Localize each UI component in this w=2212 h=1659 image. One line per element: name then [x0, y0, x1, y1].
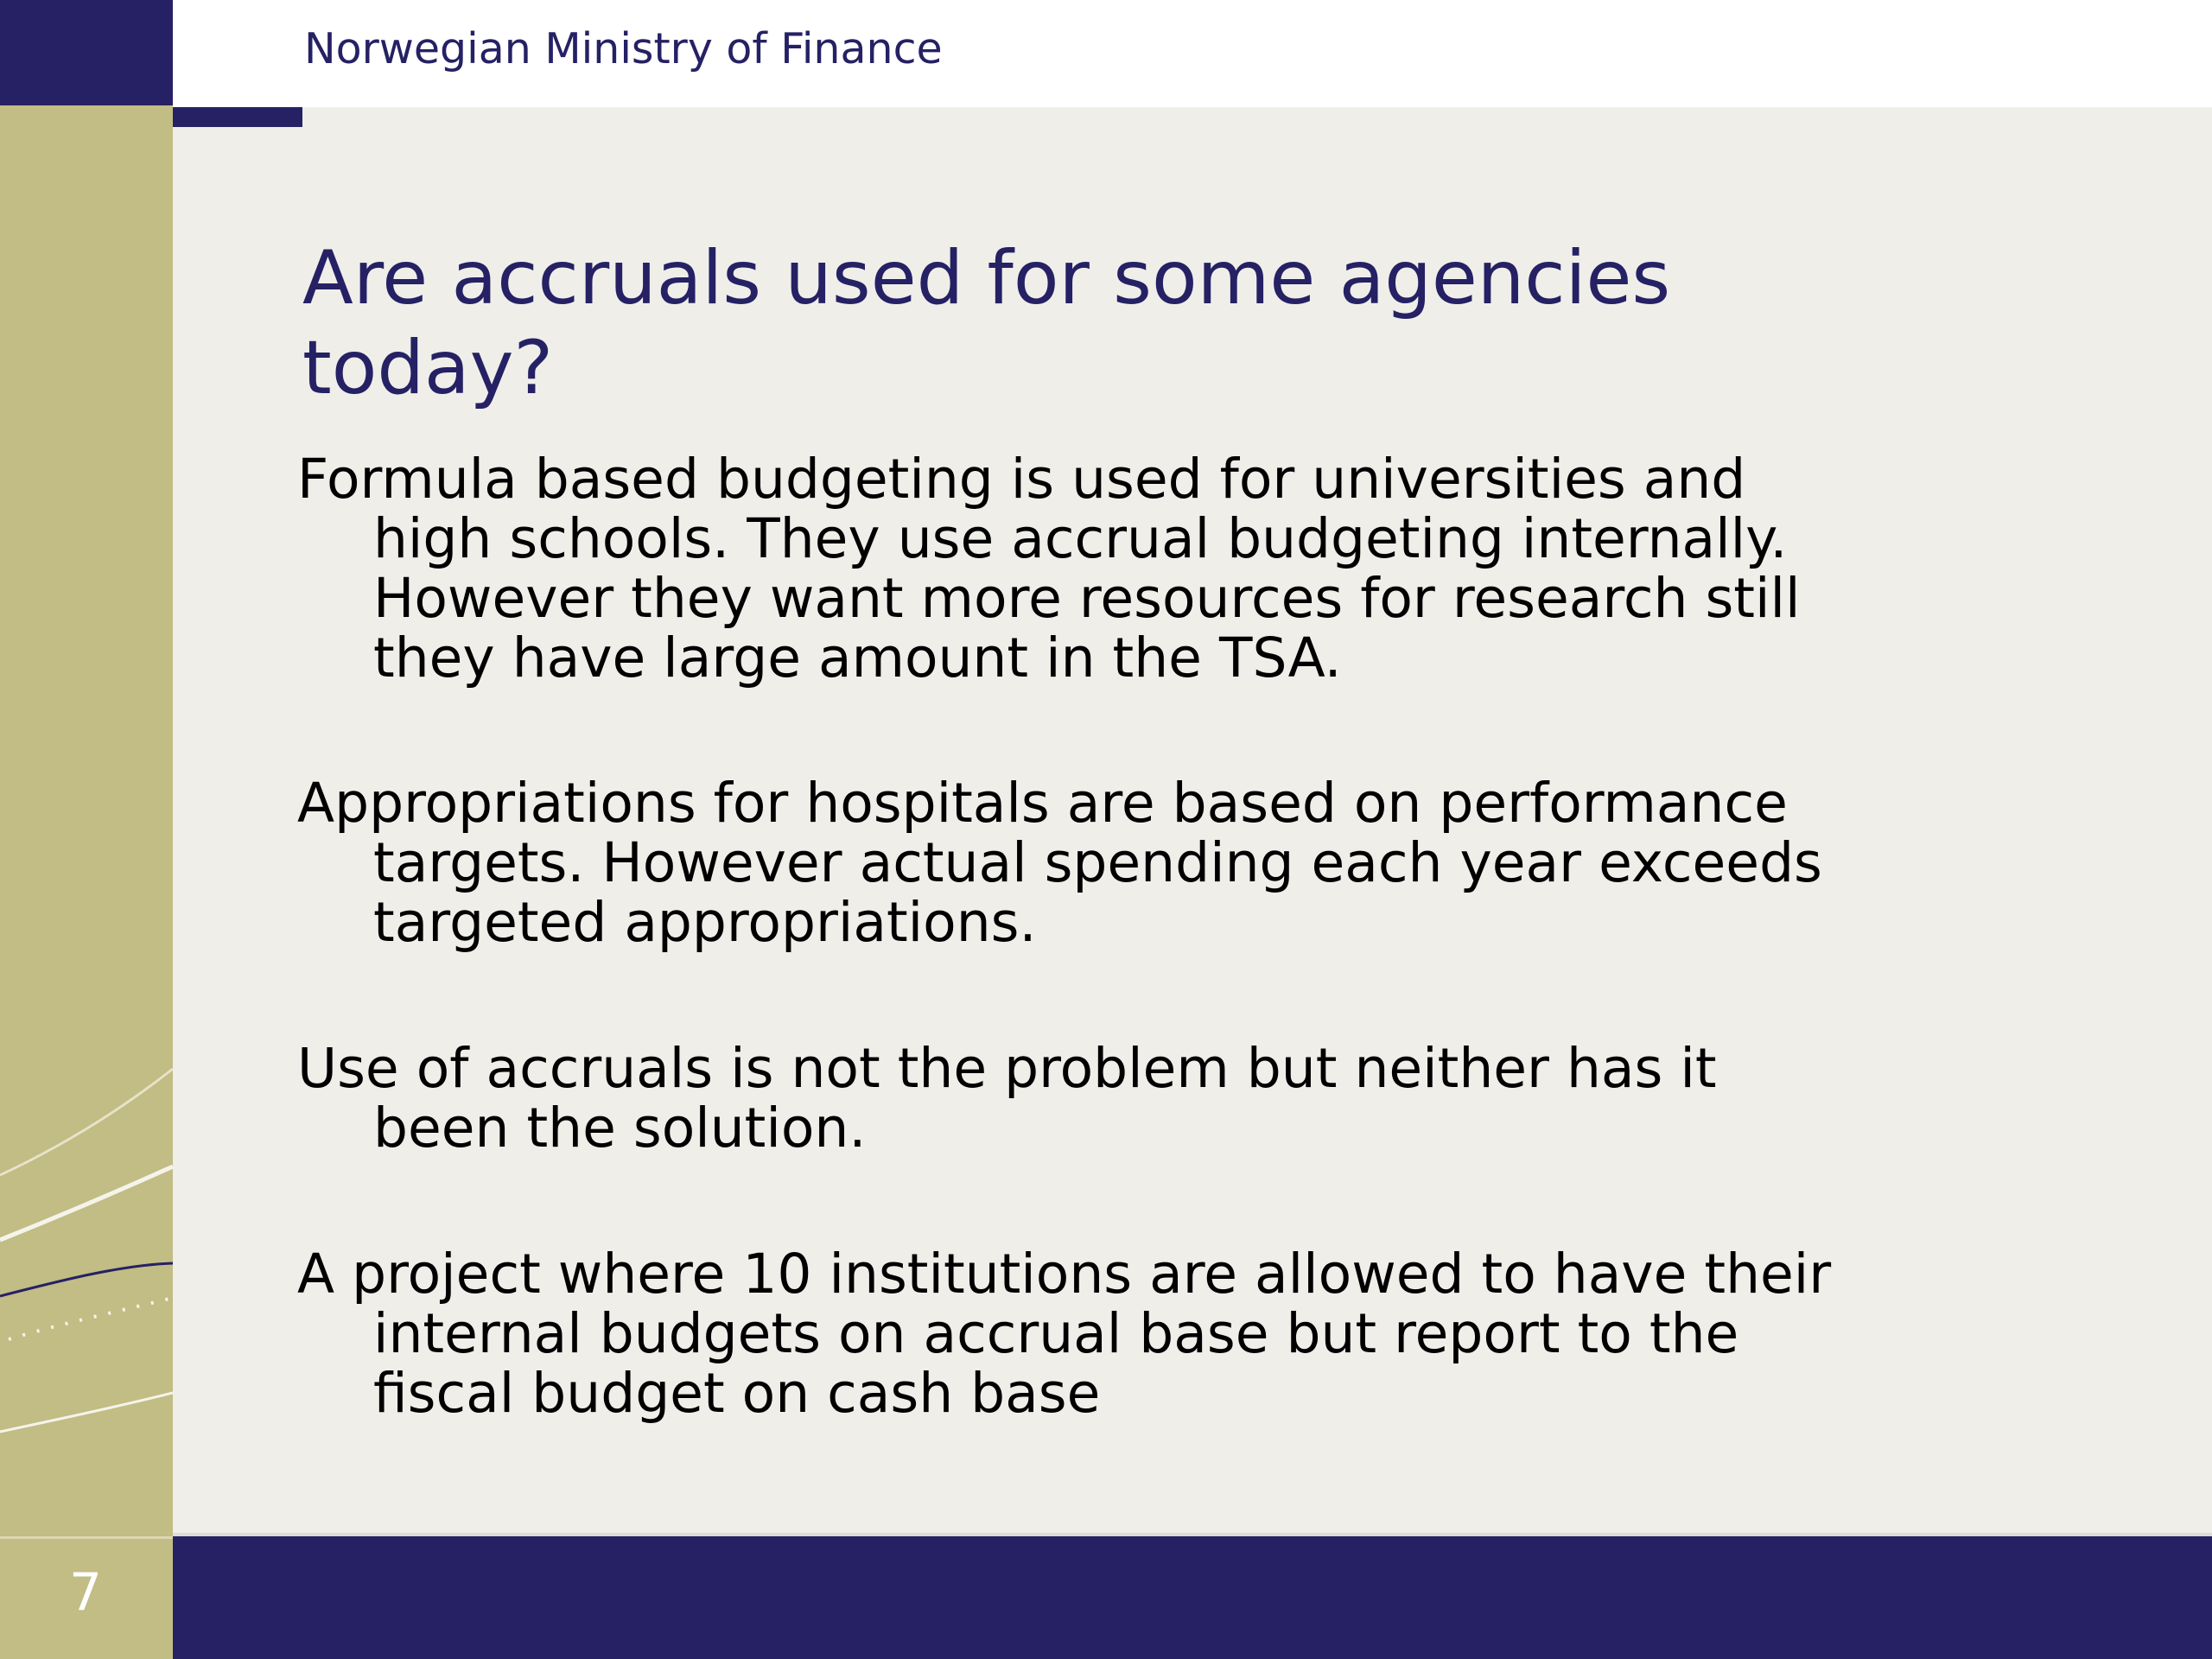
bullet-item: Formula based budgeting is used for universities and high schools. They use accrual budgeting internally. However they want more resources for research still they have large amount in the TSA. [297, 448, 1801, 690]
bullet-item: A project where 10 institutions are allowed to have their internal budgets on accrual base but report to the fiscal budget on cash base [297, 1243, 1832, 1425]
page-number: 7 [69, 1562, 103, 1623]
sidebar-curve-line [9, 1298, 173, 1339]
bullet-item: Use of accruals is not the problem but neither has it been the solution. [297, 1037, 1717, 1160]
sidebar-decoration [0, 105, 173, 1536]
sidebar-curves [0, 105, 173, 1536]
top-left-brand-block [0, 0, 173, 105]
sidebar-curve-line [0, 1069, 173, 1175]
bullet-list [297, 449, 1853, 1423]
bullet-item: Appropriations for hospitals are based on performance targets. However actual spending each year exceeds targeted appropriations. [297, 772, 1822, 954]
sidebar-curve-line [0, 1393, 173, 1432]
sidebar-curve-line [0, 1263, 173, 1296]
header-accent-bar [173, 107, 302, 127]
organization-name: Norwegian Ministry of Finance [304, 24, 943, 73]
slide-title: Are accruals used for some agencies today? [302, 235, 1671, 411]
footer-bar [173, 1536, 2212, 1659]
sidebar-curve-line [0, 1166, 173, 1240]
